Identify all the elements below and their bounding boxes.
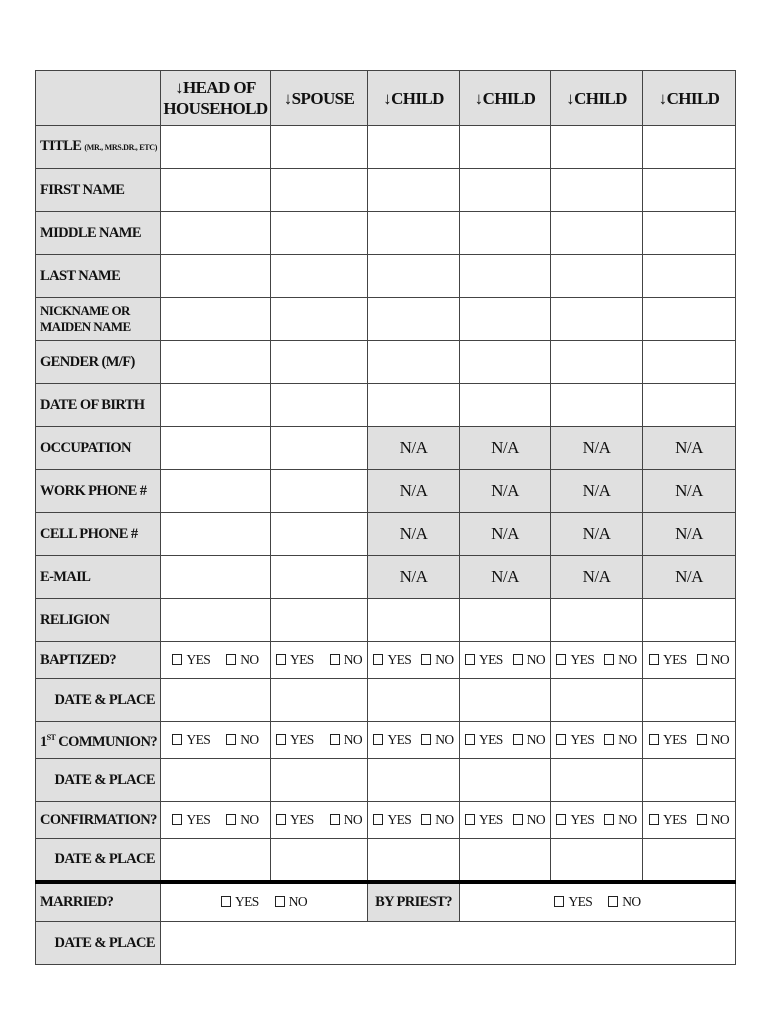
cell-input[interactable] [643,255,736,298]
row-cell-phone [36,513,736,556]
yes-label: YES [570,652,595,667]
na-cell: N/A [643,427,736,470]
cell-input[interactable] [161,126,271,169]
checkbox[interactable] [373,814,383,825]
label-by-priest: BY PRIEST? [368,882,460,922]
cell-input[interactable] [460,341,551,384]
no-label: NO [240,732,259,747]
na-cell: N/A [551,513,643,556]
no-label: NO [288,894,308,910]
na-cell: N/A [368,470,460,513]
checkbox[interactable] [172,654,182,665]
row-married-date-place [36,922,736,965]
cell-input[interactable] [460,599,551,642]
cell-input[interactable] [161,212,271,255]
checkbox[interactable] [226,734,236,745]
cell-input[interactable] [643,759,736,802]
yes-no-cell [460,802,551,839]
yes-no-cell [551,642,643,679]
checkbox[interactable] [556,814,566,825]
cell-input[interactable] [161,384,271,427]
na-cell: N/A [460,470,551,513]
communion-number: 1 [40,733,47,750]
checkbox[interactable] [330,734,340,745]
col-child-4: ↓CHILD [643,71,736,126]
checkbox[interactable] [275,896,285,907]
yes-no-cell [551,802,643,839]
cell-input[interactable] [643,126,736,169]
col-child-1: ↓CHILD [368,71,460,126]
cell-input[interactable] [271,341,368,384]
yes-no-cell [368,802,460,839]
cell-input[interactable] [460,212,551,255]
row-first-name [36,169,736,212]
yes-label: YES [478,652,503,667]
checkbox[interactable] [554,896,564,907]
col-head-of-household: ↓HEAD OF HOUSEHOLD [161,71,271,126]
checkbox[interactable] [604,654,614,665]
label-middle-name: MIDDLE NAME [36,212,161,255]
checkbox[interactable] [513,654,523,665]
na-cell: N/A [551,427,643,470]
na-cell: N/A [643,470,736,513]
cell-input[interactable] [551,839,643,882]
cell-input[interactable] [161,255,271,298]
cell-input[interactable] [551,599,643,642]
cell-input[interactable] [161,470,271,513]
yes-no-cell [271,802,368,839]
cell-input[interactable] [161,679,271,722]
yes-no-cell [643,802,736,839]
cell-input[interactable] [368,169,460,212]
checkbox[interactable] [276,654,286,665]
cell-input[interactable] [460,169,551,212]
checkbox[interactable] [465,734,475,745]
cell-input[interactable] [551,341,643,384]
row-baptized-date-place [36,679,736,722]
cell-input[interactable] [161,427,271,470]
yes-label: YES [289,652,314,667]
yes-label: YES [289,812,314,827]
cell-input[interactable] [643,169,736,212]
cell-input[interactable] [460,298,551,341]
title-text: TITLE [40,138,82,154]
yes-label: YES [662,812,687,827]
communion-superscript: ST [46,733,56,743]
cell-input[interactable] [271,759,368,802]
cell-input[interactable] [643,298,736,341]
row-middle-name [36,212,736,255]
label-first-name: FIRST NAME [36,169,161,212]
label-gender: GENDER (M/F) [36,341,161,384]
checkbox[interactable] [172,734,182,745]
checkbox[interactable] [649,814,659,825]
label-occupation: OCCUPATION [36,427,161,470]
checkbox[interactable] [276,734,286,745]
cell-input[interactable] [643,839,736,882]
title-hint: (MR., MRS.DR., ETC) [84,143,158,152]
header-row [36,71,736,126]
yes-label: YES [478,812,503,827]
yes-label: YES [662,732,687,747]
cell-input[interactable] [271,599,368,642]
cell-input[interactable] [161,759,271,802]
row-confirmation-date-place [36,839,736,882]
yes-label: YES [387,812,412,827]
col-child-2: ↓CHILD [460,71,551,126]
no-label: NO [618,812,637,827]
yes-label: YES [289,732,314,747]
cell-input[interactable] [551,384,643,427]
label-date-place: DATE & PLACE [36,759,161,802]
cell-input[interactable] [460,759,551,802]
checkbox[interactable] [556,734,566,745]
cell-input[interactable] [161,922,736,965]
checkbox[interactable] [604,814,614,825]
cell-input[interactable] [368,599,460,642]
cell-input[interactable] [460,126,551,169]
cell-input[interactable] [271,839,368,882]
row-last-name [36,255,736,298]
label-email: E-MAIL [36,556,161,599]
row-gender [36,341,736,384]
no-label: NO [343,732,363,747]
checkbox[interactable] [421,654,431,665]
yes-no-cell [460,722,551,759]
checkbox[interactable] [604,734,614,745]
label-first-communion [36,722,161,759]
cell-input[interactable] [271,212,368,255]
label-work-phone: WORK PHONE # [36,470,161,513]
na-cell: N/A [551,556,643,599]
cell-input[interactable] [368,298,460,341]
row-baptized [36,642,736,679]
yes-no-cell [161,642,271,679]
checkbox[interactable] [513,814,523,825]
cell-input[interactable] [460,679,551,722]
by-priest-yes-no [460,882,736,922]
cell-input[interactable] [161,169,271,212]
checkbox[interactable] [697,814,707,825]
row-married [36,882,736,922]
cell-input[interactable] [551,255,643,298]
cell-input[interactable] [368,126,460,169]
na-cell: N/A [368,556,460,599]
checkbox[interactable] [649,734,659,745]
cell-input[interactable] [368,384,460,427]
yes-no-cell [161,722,271,759]
cell-input[interactable] [551,169,643,212]
row-email [36,556,736,599]
label-confirmation: CONFIRMATION? [36,802,161,839]
married-yes-no [161,882,368,922]
cell-input[interactable] [643,212,736,255]
row-work-phone [36,470,736,513]
cell-input[interactable] [551,126,643,169]
cell-input[interactable] [551,679,643,722]
cell-input[interactable] [161,513,271,556]
yes-label: YES [570,732,595,747]
cell-input[interactable] [271,384,368,427]
cell-input[interactable] [368,341,460,384]
yes-label: YES [186,812,211,827]
na-cell: N/A [643,513,736,556]
yes-label: YES [186,652,211,667]
label-married: MARRIED? [36,882,161,922]
cell-input[interactable] [271,255,368,298]
checkbox[interactable] [221,896,231,907]
cell-input[interactable] [161,556,271,599]
row-title [36,126,736,169]
no-label: NO [710,812,730,827]
cell-input[interactable] [460,839,551,882]
yes-no-cell [368,722,460,759]
col-child-3: ↓CHILD [551,71,643,126]
cell-input[interactable] [161,341,271,384]
cell-input[interactable] [161,599,271,642]
na-cell: N/A [551,470,643,513]
row-occupation [36,427,736,470]
yes-no-cell [271,722,368,759]
no-label: NO [435,652,454,667]
no-label: NO [622,894,641,910]
row-first-communion [36,722,736,759]
label-dob: DATE OF BIRTH [36,384,161,427]
checkbox[interactable] [226,654,236,665]
checkbox[interactable] [556,654,566,665]
na-cell: N/A [368,513,460,556]
yes-no-cell [460,642,551,679]
yes-no-cell [551,722,643,759]
na-cell: N/A [643,556,736,599]
no-label: NO [435,812,454,827]
yes-label: YES [570,812,595,827]
checkbox[interactable] [226,814,236,825]
household-form-table [35,70,736,965]
na-cell: N/A [368,427,460,470]
checkbox[interactable] [697,654,707,665]
no-label: NO [343,652,363,667]
cell-input[interactable] [271,298,368,341]
na-cell: N/A [460,427,551,470]
no-label: NO [343,812,363,827]
cell-input[interactable] [271,556,368,599]
cell-input[interactable] [271,169,368,212]
checkbox[interactable] [649,654,659,665]
yes-label: YES [234,894,259,910]
no-label: NO [526,732,546,747]
no-label: NO [526,812,546,827]
label-date-place: DATE & PLACE [36,679,161,722]
checkbox[interactable] [330,814,340,825]
checkbox[interactable] [373,734,383,745]
yes-label: YES [662,652,687,667]
no-label: NO [618,732,637,747]
cell-input[interactable] [551,212,643,255]
cell-input[interactable] [271,679,368,722]
yes-label: YES [186,732,211,747]
na-cell: N/A [460,556,551,599]
cell-input[interactable] [643,341,736,384]
cell-input[interactable] [271,126,368,169]
checkbox[interactable] [465,814,475,825]
checkbox[interactable] [465,654,475,665]
yes-label: YES [568,894,593,910]
yes-no-cell [368,642,460,679]
no-label: NO [240,812,259,827]
checkbox[interactable] [276,814,286,825]
checkbox[interactable] [421,734,431,745]
row-nickname [36,298,736,341]
row-communion-date-place [36,759,736,802]
label-date-place: DATE & PLACE [36,922,161,965]
cell-input[interactable] [271,427,368,470]
cell-input[interactable] [551,759,643,802]
label-title [36,126,161,169]
cell-input[interactable] [368,212,460,255]
cell-input[interactable] [368,255,460,298]
yes-label: YES [387,652,412,667]
label-cell-phone: CELL PHONE # [36,513,161,556]
cell-input[interactable] [271,470,368,513]
checkbox[interactable] [608,896,618,907]
no-label: NO [618,652,637,667]
row-religion [36,599,736,642]
checkbox[interactable] [373,654,383,665]
yes-no-cell [161,802,271,839]
checkbox[interactable] [697,734,707,745]
checkbox[interactable] [513,734,523,745]
corner-cell [36,71,161,126]
checkbox[interactable] [330,654,340,665]
yes-no-cell [643,722,736,759]
checkbox[interactable] [172,814,182,825]
checkbox[interactable] [421,814,431,825]
no-label: NO [240,652,259,667]
yes-no-cell [271,642,368,679]
no-label: NO [526,652,546,667]
label-religion: RELIGION [36,599,161,642]
row-dob [36,384,736,427]
cell-input[interactable] [643,679,736,722]
no-label: NO [710,732,730,747]
cell-input[interactable] [161,839,271,882]
row-confirmation [36,802,736,839]
col-spouse: ↓SPOUSE [271,71,368,126]
label-last-name: LAST NAME [36,255,161,298]
cell-input[interactable] [460,384,551,427]
cell-input[interactable] [368,759,460,802]
cell-input[interactable] [271,513,368,556]
cell-input[interactable] [643,384,736,427]
cell-input[interactable] [460,255,551,298]
cell-input[interactable] [551,298,643,341]
yes-no-cell [643,642,736,679]
label-baptized: BAPTIZED? [36,642,161,679]
communion-text: COMMUNION? [55,733,157,750]
cell-input[interactable] [161,298,271,341]
no-label: NO [710,652,730,667]
na-cell: N/A [460,513,551,556]
cell-input[interactable] [368,679,460,722]
yes-label: YES [478,732,503,747]
no-label: NO [435,732,454,747]
label-nickname: NICKNAME OR MAIDEN NAME [36,298,161,341]
cell-input[interactable] [643,599,736,642]
cell-input[interactable] [368,839,460,882]
label-date-place: DATE & PLACE [36,839,161,882]
yes-label: YES [387,732,412,747]
